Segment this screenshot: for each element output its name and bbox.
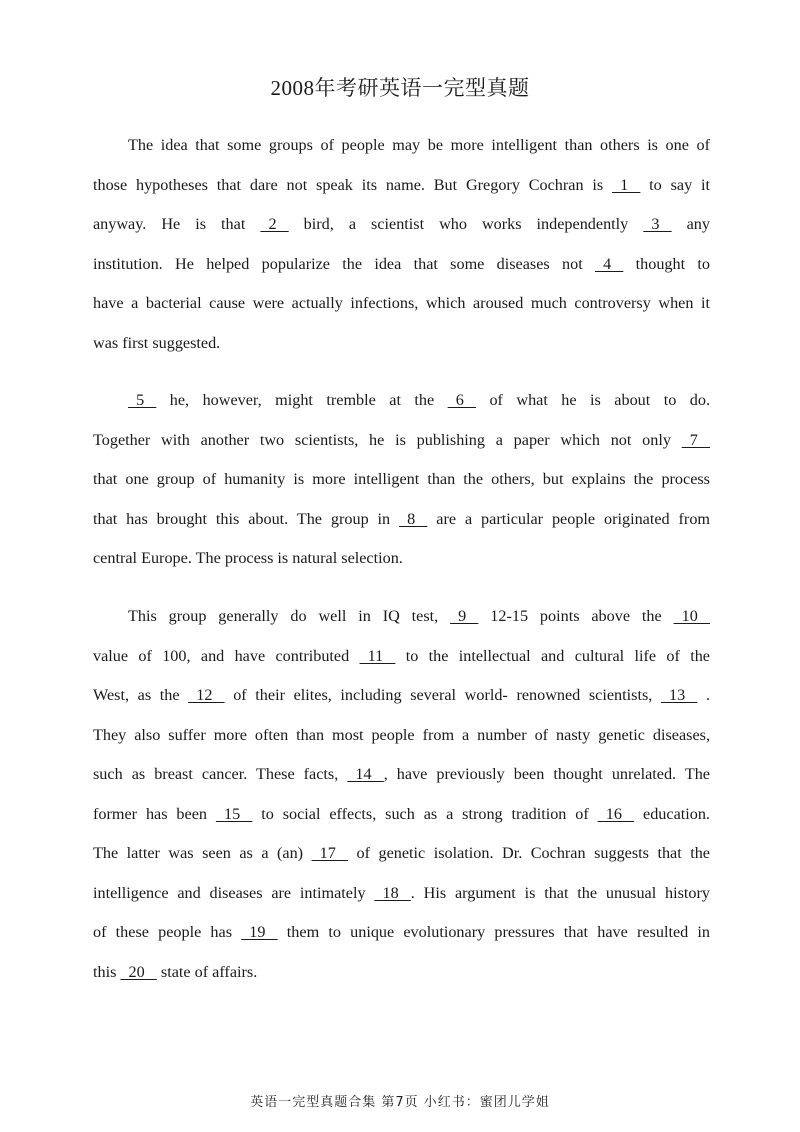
passage-text: that has brought this about. The group in	[93, 509, 400, 528]
cloze-blank: 1	[612, 175, 641, 194]
passage-text: 12-15 points above the	[478, 607, 674, 625]
passage-line	[93, 953, 710, 993]
cloze-blank: 16	[597, 804, 635, 823]
passage-text: he, however, might tremble at the	[156, 391, 448, 409]
passage-line	[93, 874, 710, 914]
passage-text: of genetic isolation. Dr. Cochran suggests that the	[348, 844, 710, 862]
cloze-blank: 12	[188, 686, 225, 704]
passage-line	[93, 245, 710, 285]
passage-text: to say it	[640, 175, 710, 194]
passage-line	[93, 126, 710, 166]
passage-text: former has been	[93, 804, 216, 823]
cloze-blank: 2	[260, 215, 289, 233]
passage-line	[93, 637, 710, 677]
passage-text: bird, a scientist who works independently	[288, 215, 644, 233]
passage-text: state of affairs.	[156, 962, 258, 981]
passage-line	[93, 716, 710, 756]
passage-line	[93, 755, 710, 795]
paragraph-1	[93, 126, 710, 363]
passage-text: central Europe. The process is natural selection.	[93, 549, 403, 567]
passage-line	[93, 166, 710, 206]
cloze-blank: 18	[374, 883, 411, 902]
cloze-blank: 15	[215, 804, 253, 823]
passage-text: The latter was seen as a (an)	[93, 844, 312, 862]
passage-text: Together with another two scientists, he is publishing a paper which not only	[93, 430, 682, 449]
page-footer: 英语一完型真题合集 第7页 小红书：蜜团儿学姐	[250, 1095, 550, 1110]
passage-text: The idea that some groups of people may be more intelligent than others is one of	[128, 136, 710, 154]
passage-text: them to unique evolutionary pressures that have resulted in	[277, 923, 710, 941]
passage-line	[93, 324, 710, 364]
passage-text: . His argument is that the unusual history	[410, 883, 710, 902]
passage-text: West, as the	[93, 686, 189, 704]
cloze-blank: 7	[681, 430, 710, 449]
cloze-blank: 8	[399, 509, 428, 528]
passage-text: intelligence and diseases are intimately	[93, 883, 375, 902]
cloze-blank: 5	[128, 391, 157, 409]
passage-text: , have previously been thought unrelated. The	[383, 765, 710, 783]
cloze-blank: 17	[311, 844, 348, 862]
passage-text: are a particular people originated from	[427, 509, 711, 528]
cloze-blank: 13	[660, 686, 698, 704]
passage-line	[93, 676, 710, 716]
passage-text: .	[697, 686, 711, 704]
cloze-blank: 19	[241, 923, 278, 941]
passage-line	[93, 539, 710, 579]
passage-line	[93, 284, 710, 324]
passage-text: They also suffer more often than most people from a number of nasty genetic diseases,	[93, 725, 710, 744]
passage-text: this	[93, 962, 121, 981]
passage-text: was first suggested.	[93, 333, 221, 352]
passage-text: of what he is about to do.	[475, 391, 710, 409]
passage-text: have a bacterial cause were actually infections, which aroused much controversy when it	[93, 294, 710, 312]
passage-text: those hypotheses that dare not speak its name. But Gregory Cochran is	[93, 175, 613, 194]
passage-line	[93, 913, 710, 953]
passage-line	[93, 500, 710, 540]
passage-text: thought to	[623, 254, 710, 273]
paragraph-3	[93, 597, 710, 992]
cloze-blank: 6	[447, 391, 476, 409]
cloze-blank: 20	[120, 962, 157, 981]
passage-text: education.	[634, 804, 710, 823]
cloze-blank: 10	[673, 607, 710, 625]
passage-line	[93, 381, 710, 421]
cloze-blank: 9	[450, 607, 479, 625]
passage-text: such as breast cancer. These facts,	[93, 765, 348, 783]
passage-line	[93, 834, 710, 874]
passage-line	[93, 460, 710, 500]
cloze-blank: 3	[643, 215, 672, 233]
page-title: 2008年考研英语一完型真题	[270, 76, 530, 100]
passage-line	[93, 205, 710, 245]
passage-line	[93, 597, 710, 637]
passage-text: This group generally do well in IQ test,	[128, 607, 451, 625]
passage-text: institution. He helped popularize the idea that some diseases not	[93, 254, 595, 273]
passage-text: any	[671, 215, 710, 233]
cloze-blank: 4	[595, 254, 624, 273]
passage-line	[93, 421, 710, 461]
cloze-blank: 14	[347, 765, 384, 783]
passage-text: anyway. He is that	[93, 215, 261, 233]
passage-text: to social effects, such as a strong tradition of	[252, 804, 598, 823]
passage-text: to the intellectual and cultural life of the	[395, 646, 710, 665]
passage-line	[93, 795, 710, 835]
passage-text: value of 100, and have contributed	[93, 646, 360, 665]
passage-text: of their elites, including several world- renowned scientists,	[224, 686, 661, 704]
paragraph-2	[93, 381, 710, 579]
passage-text: that one group of humanity is more intelligent than the others, but explains the process	[93, 470, 710, 488]
cloze-blank: 11	[359, 646, 396, 665]
passage-text: of these people has	[93, 923, 242, 941]
